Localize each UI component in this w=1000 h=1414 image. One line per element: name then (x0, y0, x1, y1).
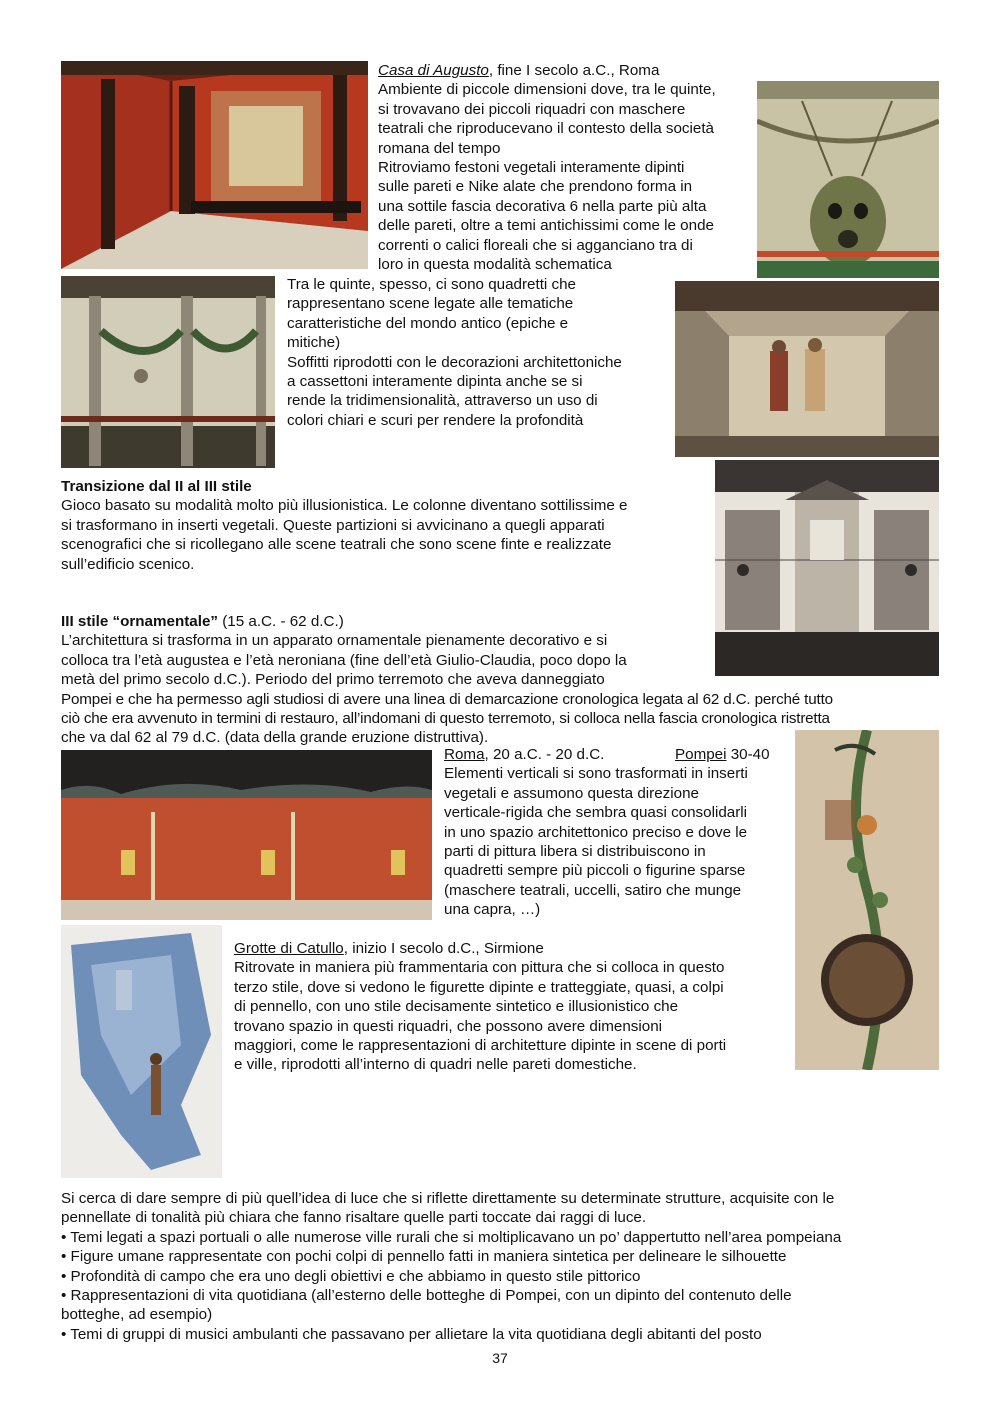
text-line: L’architettura si trasforma in un apparato ornamentale pienamente decorativo e si (61, 632, 608, 650)
text-line: delle pareti, oltre a temi antichissimi come le onde (378, 217, 714, 235)
text-line: Ambiente di piccole dimensioni dove, tra le quinte, (378, 81, 716, 99)
catullo-text (234, 939, 794, 1075)
text-line: parti di pittura libera si distribuiscono in (444, 843, 706, 861)
text-line: a cassettoni interamente dipinta anche se si (287, 373, 583, 391)
text-line: scenografici che si ricollegano alle scene teatrali che sono scene finte e realizzate (61, 536, 612, 554)
closing-section (61, 1189, 941, 1344)
text-line: vegetali e assumono questa direzione (444, 784, 699, 802)
text-line: quadretti sempre più piccoli o figurine sparse (444, 862, 746, 880)
framed-scene-photo (675, 281, 939, 457)
text-line: correnti o calici floreali che si agganciano tra di (378, 236, 693, 254)
bullet-item: • Rappresentazioni di vita quotidiana (all’esterno delle botteghe di Pompei, con un dipinto del contenuto delle (61, 1287, 792, 1305)
roma-pompei-text (444, 745, 794, 920)
text-line: trovano spazio in questi riquadri, che possono avere dimensioni (234, 1017, 663, 1035)
text-line: pennellate di tonalità più chiara che fanno risaltare quelle parti toccate dai raggi di luce. (61, 1209, 647, 1227)
text-line: caratteristiche del mondo antico (epiche e (287, 314, 569, 332)
terzo-stile-dates: (15 a.C. - 62 d.C.) (218, 613, 344, 630)
quinte-text (287, 275, 673, 430)
text-line: Elementi verticali si sono trasformati in inserti (444, 765, 748, 783)
text-line: colori chiari e scuri per rendere la profondità (287, 411, 584, 429)
text-line: e ville, riprodotti all’interno di quadri nelle pareti domestiche. (234, 1056, 637, 1074)
text-line: di pennello, con uno stile decisamente sintetico e illusionistico che (234, 998, 679, 1016)
text-line: una capra, …) (444, 901, 541, 919)
text-line: rappresentano scene legate alle tematiche (287, 295, 574, 313)
pompei-date: 30-40 (726, 746, 770, 763)
transizione-section (61, 477, 711, 574)
casa-augusto-date: , fine I secolo a.C., Roma (488, 62, 660, 79)
text-line: terzo stile, dove si vedono le figurette dipinte e tratteggiate, quasi, a colpi (234, 978, 724, 996)
casa-augusto-text (378, 61, 758, 274)
terzo-stile-heading: III stile “ornamentale” (61, 613, 218, 630)
bullet-item: • Temi legati a spazi portuali o alle numerose ville rurali che si moltiplicavano un po’ dappertutto nell’area pompeiana (61, 1228, 842, 1246)
text-line: che va dal 62 al 79 d.C. (data della grande eruzione distruttiva). (61, 729, 489, 747)
catullo-date: , inizio I secolo d.C., Sirmione (343, 940, 544, 957)
text-line: colloca tra l’età augustea e l’età neroniana (fine dell’età Giulio-Claudia, poco dopo la (61, 651, 627, 669)
pompei-label: Pompei (675, 746, 727, 763)
text-line: sulle pareti e Nike alate che prendono forma in (378, 178, 693, 196)
casa-augusto-room-photo (61, 61, 368, 269)
text-line: (maschere teatrali, uccelli, satiro che munge (444, 881, 742, 899)
red-wall-photo (61, 750, 432, 920)
text-line: mitiche) (287, 334, 341, 352)
bullet-item: • Temi di gruppi di musici ambulanti che passavano per allietare la vita quotidiana degli abitanti del posto (61, 1325, 762, 1343)
text-line: rende la tridimensionalità, attraverso un uso di (287, 392, 598, 410)
text-line: Ritroviamo festoni vegetali interamente dipinti (378, 159, 685, 177)
text-line: Tra le quinte, spesso, ci sono quadretti che (287, 276, 577, 293)
text-line: Gioco basato su modalità molto più illusionistica. Le colonne diventano sottilissime e (61, 497, 628, 515)
text-line: Ritrovate in maniera più frammentaria con pittura che si colloca in questo (234, 959, 725, 977)
text-line: Soffitti riprodotti con le decorazioni architettoniche (287, 353, 622, 371)
text-line: sull’edificio scenico. (61, 555, 195, 573)
text-line: maggiori, come le rappresentazioni di architetture dipinte in scene di porti (234, 1037, 727, 1055)
text-line: ciò che era avvenuto in termini di restauro, all’indomani di questo terremoto, si colloca nella fascia cronologica ristretta (61, 710, 830, 728)
catullo-title: Grotte di Catullo (234, 940, 344, 957)
vegetal-column-photo (795, 730, 939, 1070)
text-line: teatrali che riproducevano il contesto della società (378, 120, 715, 138)
roma-label: Roma (444, 746, 485, 763)
page-number: 37 (492, 1350, 508, 1366)
bullet-item: • Profondità di campo che era uno degli obiettivi e che abbiamo in questo stile pittorico (61, 1267, 641, 1285)
terzo-stile-section (61, 612, 941, 748)
text-line: verticale-rigida che sembra quasi consolidarli (444, 804, 748, 822)
text-line: metà del primo secolo d.C.). Periodo del primo terremoto che aveva danneggiato (61, 671, 605, 689)
text-line: si trasformano in inserti vegetali. Queste partizioni si avvicinano a quegli apparati (61, 516, 605, 534)
transizione-heading: Transizione dal II al III stile (61, 478, 252, 495)
text-line: Si cerca di dare sempre di più quell’idea di luce che si riflette direttamente su determinate strutture, acquisite con le (61, 1190, 835, 1207)
text-line: in uno spazio architettonico preciso e dove le (444, 823, 748, 841)
theatre-mask-photo (757, 81, 939, 278)
text-line: si trovavano dei piccoli riquadri con maschere (378, 100, 686, 118)
text-line: una sottile fascia decorativa 6 nella parte più alta (378, 197, 707, 215)
blue-fragment-photo (61, 925, 222, 1178)
bullet-item: botteghe, ad esempio) (61, 1306, 213, 1324)
casa-augusto-title: Casa di Augusto (378, 62, 489, 79)
bullet-item: • Figure umane rappresentate con pochi colpi di pennello fatti in maniera sintetica per delineare le silhouette (61, 1248, 787, 1266)
text-line: Pompei e che ha permesso agli studiosi di avere una linea di demarcazione cronologica legata al 62 d.C. perché tutto (61, 690, 833, 708)
roma-date: , 20 a.C. - 20 d.C. (484, 746, 605, 763)
text-line: loro in questa modalità schematica (378, 256, 612, 274)
garland-wall-photo (61, 276, 275, 468)
text-line: romana del tempo (378, 139, 501, 157)
